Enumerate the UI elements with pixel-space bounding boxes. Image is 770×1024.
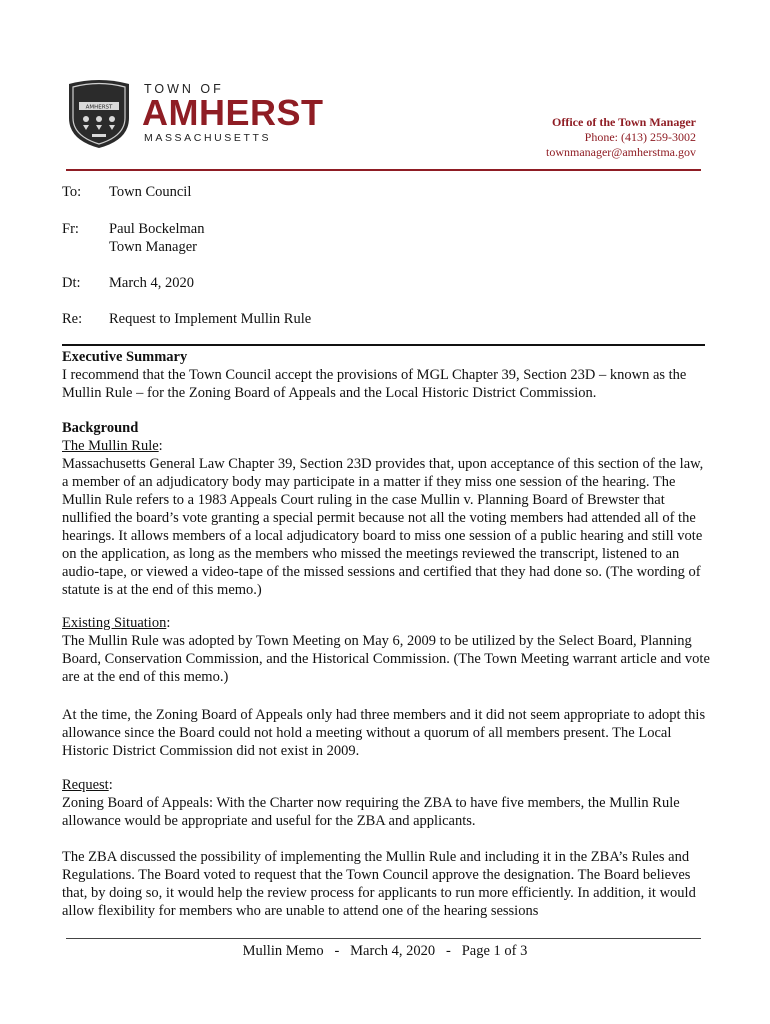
town-seal-icon <box>66 78 132 150</box>
request-section: Request: Zoning Board of Appeals: With the Charter now requiring the ZBA to have five members, the Mullin Rule allowance would be appropriate and useful for the ZBA and applicants. <box>62 776 710 830</box>
background-section: Background The Mullin Rule: Massachusetts General Law Chapter 39, Section 23D provides that, upon acceptance of this section of the law, a member of an adjudicatory body may participate in a matter if they miss one session of the hearing. The Mullin Rule refers to a 1983 Appeals Court ruling in the case Mullin v. Planning Board of Brewster that nullified the board’s vote granting a special permit because not all the voting members had attended all of the hearings. It allows members of a local adjudicatory board to miss one session of a public hearing and still vote on the application, as long as the members who missed the meetings reviewed the transcript, listened to an audio-tape, or viewed a video-tape of the missed sessions and certified that they had done so. (The wording of statute is at the end of this memo.) <box>62 419 710 599</box>
memo-from-title-row <box>62 238 197 256</box>
existing-subheading: Existing Situation <box>62 615 167 631</box>
footer-divider <box>66 938 701 939</box>
office-phone: Phone: (413) 259-3002 <box>584 130 696 144</box>
from-title: Town Manager <box>109 239 197 255</box>
office-email[interactable]: townmanager@amherstma.gov <box>545 145 696 159</box>
existing-situation-section: Existing Situation: The Mullin Rule was adopted by Town Meeting on May 6, 2009 to be utilized by the Select Board, Planning Board, Conservation Commission, and the Historical Commission. (The Town Meeting warrant article and vote are at the end of this memo.) <box>62 615 710 685</box>
re-value: Request to Implement Mullin Rule <box>109 311 312 327</box>
town-name: AMHERST <box>142 92 324 133</box>
memo-date-row <box>62 274 194 292</box>
to-label: To: <box>62 184 82 200</box>
request-text-2: The ZBA discussed the possibility of implementing the Mullin Rule and including it in the ZBA’s Rules and Regulations. The Board voted to request that the Town Council approve the designation. The Board believes that, by doing so, it would help the review process for applicants to run more efficiently. In addition, it would allow flexibility for members who are unable to attend one of the hearing sessions <box>62 849 696 919</box>
existing-situation-paragraph-2 <box>62 706 710 760</box>
executive-summary-section <box>62 348 710 402</box>
mullin-subheading: The Mullin Rule <box>62 438 159 454</box>
memo-re-row <box>62 310 312 328</box>
re-label: Re: <box>62 311 83 327</box>
background-heading: Background <box>62 420 139 436</box>
from-label: Fr: <box>62 221 79 237</box>
to-value: Town Council <box>109 184 192 200</box>
memo-from-row <box>62 220 205 238</box>
existing-text: The Mullin Rule was adopted by Town Meeting on May 6, 2009 to be utilized by the Select Board, Planning Board, Conservation Commission, and the Historical Commission. (The Town Meeting warrant article and vote are at the end of this memo.) <box>62 633 710 685</box>
request-text: Zoning Board of Appeals: With the Charter now requiring the ZBA to have five members, the Mullin Rule allowance would be appropriate and useful for the ZBA and applicants. <box>62 795 680 829</box>
office-contact-block <box>546 115 696 160</box>
date-value: March 4, 2020 <box>109 275 194 291</box>
memo-to-row <box>62 183 192 201</box>
request-paragraph-2 <box>62 848 710 920</box>
from-name: Paul Bockelman <box>109 221 205 237</box>
header-divider <box>62 344 705 346</box>
mullin-text: Massachusetts General Law Chapter 39, Section 23D provides that, upon acceptance of this section of the law, a member of an adjudicatory body may participate in a matter if they miss one session of the hearing. The Mullin Rule refers to a 1983 Appeals Court ruling in the case Mullin v. Planning Board of Brewster that nullified the board’s vote granting a special permit because not all the voting members had attended all of the hearings. It allows members of a local adjudicatory board to miss one session of a public hearing and still vote on the application, as long as the members who missed the meetings reviewed the transcript, listened to an audio-tape, or viewed a video-tape of the missed sessions and certified that they had done so. (The wording of statute is at the end of this memo.) <box>62 456 704 598</box>
request-subheading: Request <box>62 777 109 793</box>
town-logo <box>66 78 346 150</box>
page-footer: Mullin Memo - March 4, 2020 - Page 1 of 3 <box>242 943 528 959</box>
state-name: MASSACHUSETTS <box>144 132 272 144</box>
existing-text-2: At the time, the Zoning Board of Appeals only had three members and it did not seem appropriate to adopt this allowance since the Board could not hold a meeting without a quorum of all members present. The Local Historic District Commission did not exist in 2009. <box>62 707 706 759</box>
office-name: Office of the Town Manager <box>552 115 696 129</box>
date-label: Dt: <box>62 275 81 291</box>
seal-text: AMHERST <box>85 104 113 111</box>
letterhead-divider <box>66 169 701 171</box>
exec-text: I recommend that the Town Council accept the provisions of MGL Chapter 39, Section 23D – known as the Mullin Rule – for the Zoning Board of Appeals and the Local Historic District Commission. <box>62 367 687 401</box>
town-of-label: TOWN OF <box>144 82 224 96</box>
exec-heading: Executive Summary <box>62 349 188 365</box>
